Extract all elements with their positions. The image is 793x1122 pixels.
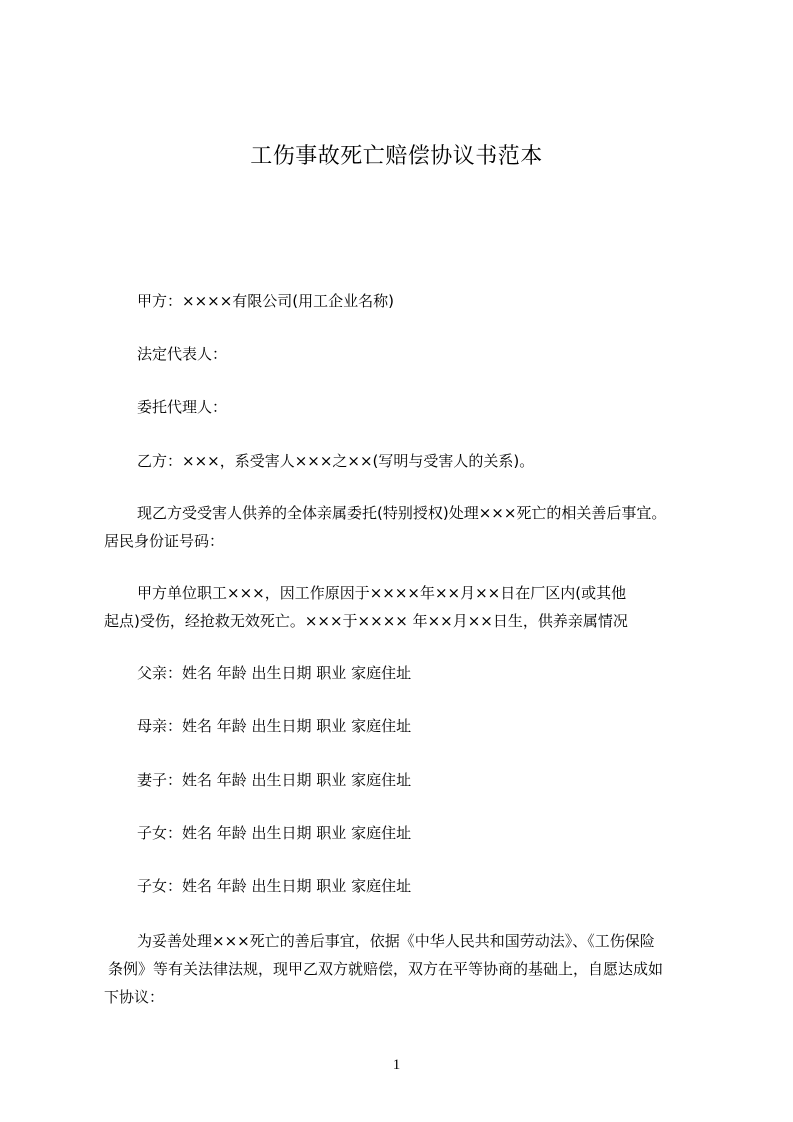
page-number: 1: [392, 1057, 401, 1073]
agreement-basis-paragraph: [104, 927, 724, 1011]
entrusted-agent-line: 委托代理人：: [137, 398, 228, 416]
entrustment-paragraph-line-1: 现乙方受受害人供养的全体亲属委托(特别授权)处理×××死亡的相关善后事宜。: [137, 504, 667, 522]
relative-line-wife: 妻子：姓名 年龄 出生日期 职业 家庭住址: [137, 771, 412, 789]
entrustment-paragraph-line-2: 居民身份证号码：: [104, 532, 225, 550]
agreement-basis-line-1: 为妥善处理×××死亡的善后事宜，依据《中华人民共和国劳动法》、《工伤保险: [137, 932, 655, 950]
document-title: 工伤事故死亡赔偿协议书范本: [250, 144, 543, 169]
incident-paragraph: [104, 579, 724, 635]
agreement-basis-line-3: 下协议：: [104, 988, 165, 1006]
legal-representative-line: 法定代表人：: [137, 345, 228, 363]
agreement-basis-line-2: 条例》等有关法律法规，现甲乙双方就赔偿，双方在平等协商的基础上，自愿达成如: [108, 960, 664, 978]
party-a-line: 甲方：××××有限公司(用工企业名称): [137, 292, 394, 310]
entrustment-paragraph: [104, 499, 724, 555]
relative-line-child-1: 子女：姓名 年龄 出生日期 职业 家庭住址: [137, 824, 412, 842]
party-b-line: 乙方：×××，系受害人×××之××(写明与受害人的关系)。: [137, 452, 535, 470]
relative-line-father: 父亲：姓名 年龄 出生日期 职业 家庭住址: [137, 664, 412, 682]
relative-line-mother: 母亲：姓名 年龄 出生日期 职业 家庭住址: [137, 717, 412, 735]
relative-line-child-2: 子女：姓名 年龄 出生日期 职业 家庭住址: [137, 877, 412, 895]
incident-paragraph-line-1: 甲方单位职工×××，因工作原因于××××年××月××日在厂区内(或其他: [137, 584, 627, 602]
incident-paragraph-line-2: 起点)受伤，经抢救无效死亡。×××于×××× 年××月××日生，供养亲属情况: [104, 612, 628, 630]
